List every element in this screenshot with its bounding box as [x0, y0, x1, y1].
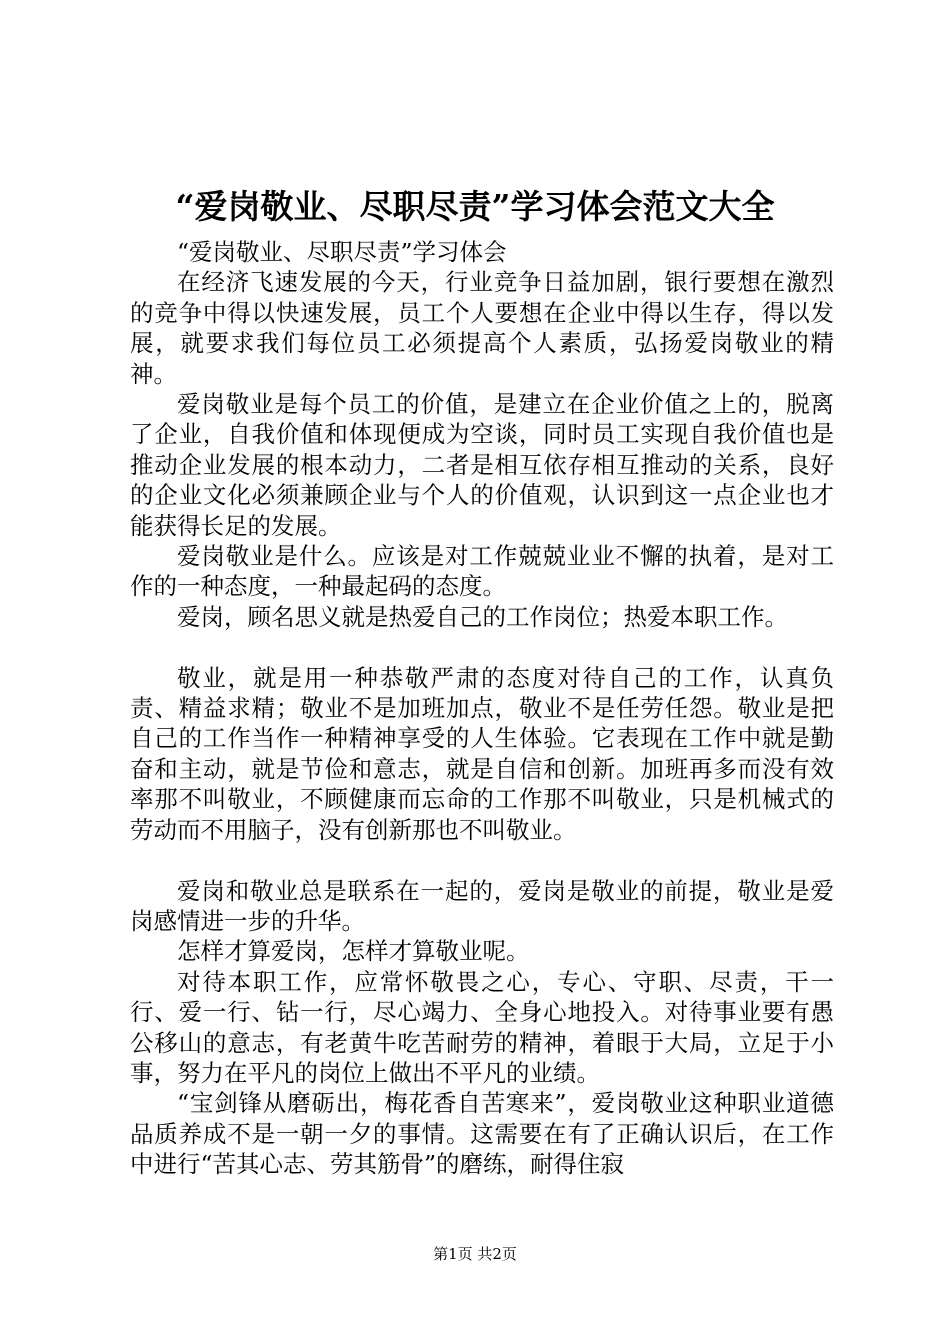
paragraph: 爱岗和敬业总是联系在一起的，爱岗是敬业的前提，敬业是爱岗感情进一步的升华。: [130, 876, 834, 935]
paragraph: 爱岗，顾名思义就是热爱自己的工作岗位；热爱本职工作。: [177, 602, 788, 631]
paragraph-spacer: [130, 632, 834, 662]
paragraph: 爱岗敬业是每个员工的价值，是建立在企业价值之上的，脱离了企业，自我价值和体现便成为空谈，同时员工实现自我价值也是推动企业发展的根本动力，二者是相互依存相互推动的关系，良好的企业文化必须兼顾企业与个人的价值观，认识到这一点企业也才能获得长足的发展。: [130, 390, 834, 540]
paragraph: 敬业，就是用一种恭敬严肃的态度对待自己的工作，认真负责、精益求精；敬业不是加班加点，敬业不是任劳任怨。敬业是把自己的工作当作一种精神享受的人生体验。它表现在工作中就是勤奋和主动，就是节俭和意志，就是自信和创新。加班再多而没有效率那不叫敬业，不顾健康而忘命的工作那不叫敬业，只是机械式的劳动而不用脑子，没有创新那也不叫敬业。: [130, 663, 834, 844]
paragraph: 对待本职工作，应常怀敬畏之心，专心、守职、尽责，干一行、爱一行、钻一行，尽心竭力、全身心地投入。对待事业要有愚公移山的意志，有老黄牛吃苦耐劳的精神，着眼于大局，立足于小事，努力在平凡的岗位上做出不平凡的业绩。: [130, 967, 834, 1087]
paragraph: “宝剑锋从磨砺出，梅花香自苦寒来”，爱岗敬业这种职业道德品质养成不是一朝一夕的事情。这需要在有了正确认识后，在工作中进行“苦其心志、劳其筋骨”的磨练，耐得住寂: [130, 1089, 834, 1179]
paragraph: 爱岗敬业是什么。应该是对工作兢兢业业不懈的执着，是对工作的一种态度，一种最起码的态度。: [130, 542, 834, 601]
page-footer: 第1页 共2页: [433, 1245, 517, 1263]
document-title: “爱岗敬业、尽职尽责”学习体会范文大全: [175, 187, 775, 226]
paragraph-spacer: [130, 845, 834, 875]
paragraph: 在经济飞速发展的今天，行业竞争日益加剧，银行要想在激烈的竞争中得以快速发展，员工个人要想在企业中得以生存，得以发展，就要求我们每位员工必须提高个人素质，弘扬爱岗敬业的精神。: [130, 268, 834, 388]
paragraph: 怎样才算爱岗，怎样才算敬业呢。: [177, 937, 530, 966]
document-body: [130, 237, 834, 1180]
paragraph-subtitle: “爱岗敬业、尽职尽责”学习体会: [177, 238, 507, 266]
